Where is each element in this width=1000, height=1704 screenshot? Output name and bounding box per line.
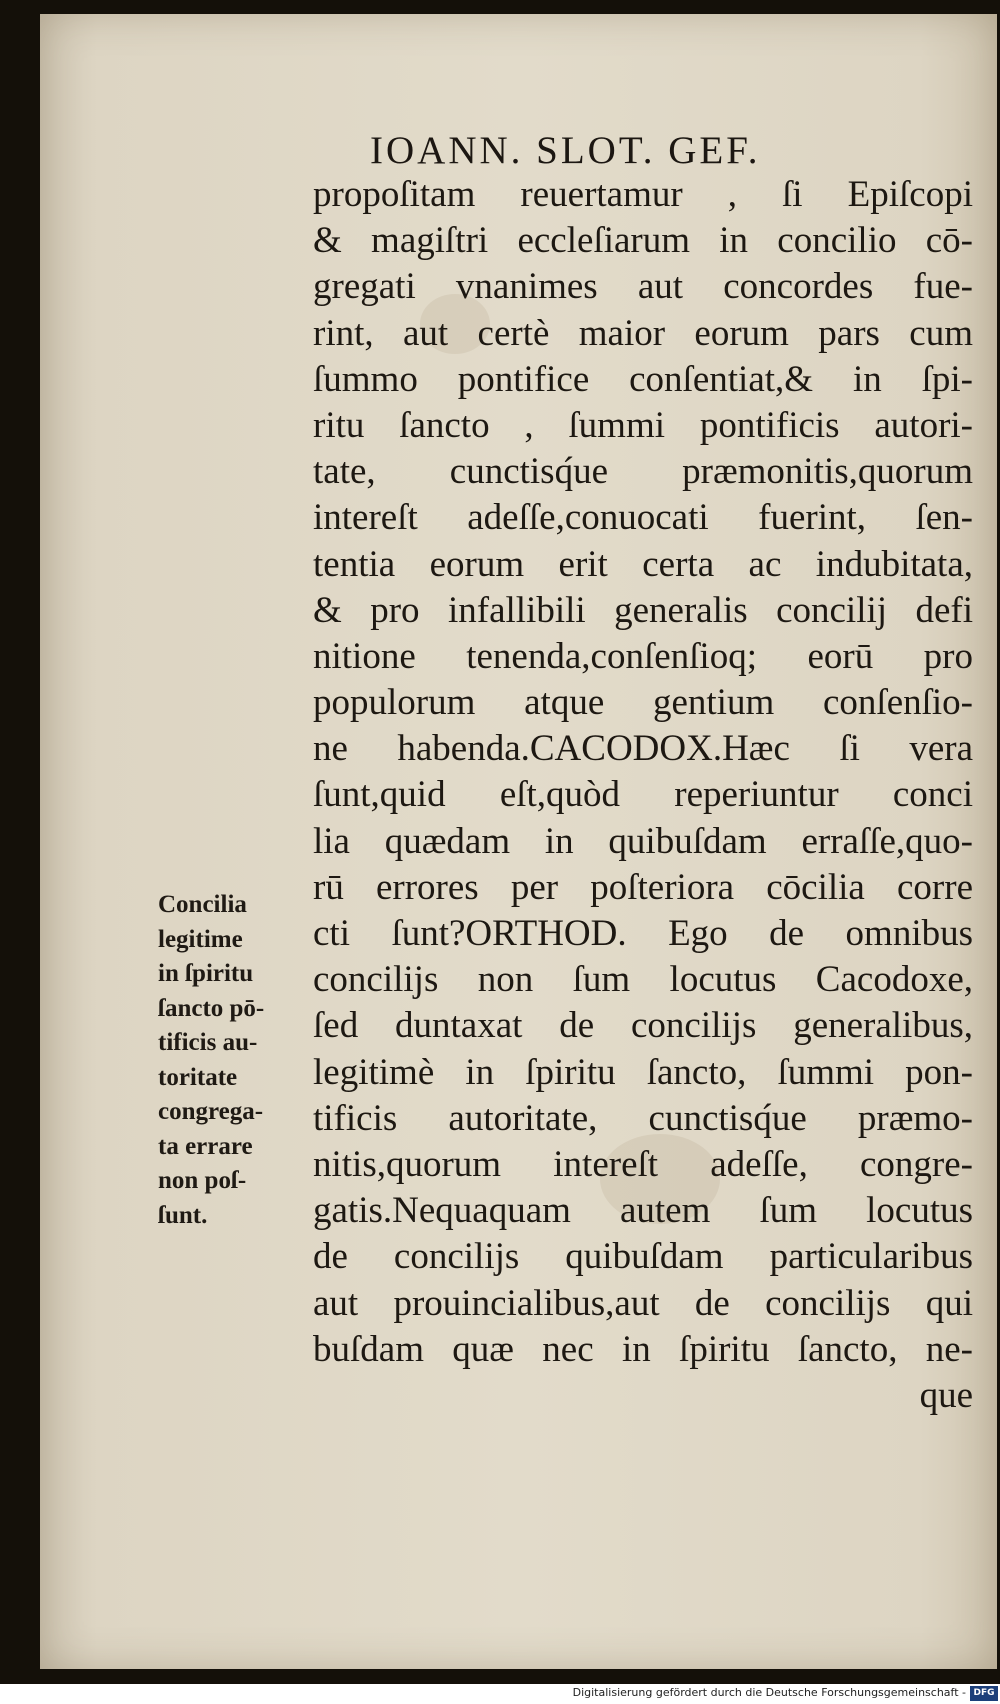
marginal-note (158, 888, 318, 1233)
running-head: IOANN. SLOT. GEF. (370, 129, 761, 172)
text-line: rint, aut certè maior eorum pars cum (313, 312, 973, 354)
text-line: gregati vnanimes aut concordes fue- (313, 266, 973, 308)
marginal-note-line: legitime (158, 925, 243, 953)
text-line: & magiſtri eccleſiarum in concilio cō- (313, 220, 973, 262)
text-line: ſunt,quid eſt,quòd reperiuntur conci (313, 774, 973, 816)
text-line: de concilijs quibuſdam particularibus (313, 1236, 973, 1278)
text-line: gatis.Nequaquam autem ſum locutus (313, 1190, 973, 1232)
text-line: propoſitam reuertamur , ſi Epiſcopi (313, 174, 973, 215)
text-line: intereſt adeſſe,conuocati fuerint, ſen- (313, 497, 973, 539)
footer-bar (0, 1684, 1000, 1704)
dfg-logo: DFG (970, 1686, 998, 1701)
text-line: cti ſunt?ORTHOD. Ego de omnibus (313, 913, 973, 954)
text-line: tate, cunctisq́ue præmonitis,quorum (313, 451, 973, 493)
marginal-note-line: ta errare (158, 1132, 253, 1160)
text-line: ſummo pontifice conſentiat,& in ſpi- (313, 358, 973, 400)
text-line: ritu ſancto , ſummi pontificis autori- (313, 404, 973, 446)
text-line: ne habenda.CACODOX.Hæc ſi vera (313, 728, 973, 770)
text-line: lia quædam in quibuſdam erraſſe,quo- (313, 820, 973, 862)
footer-credit: Digitalisierung gefördert durch die Deutsche Forschungsgemeinschaft - (572, 1686, 966, 1699)
marginal-note-line: ſancto pō- (158, 994, 265, 1022)
main-text-block (313, 172, 973, 1419)
text-line: buſdam quæ nec in ſpiritu ſancto, ne- (313, 1328, 973, 1370)
marginal-note-line: toritate (158, 1063, 238, 1091)
text-line: nitione tenenda,conſenſioq; eorū pro (313, 635, 973, 677)
text-line: aut prouincialibus,aut de concilijs qui (313, 1282, 973, 1324)
marginal-note-line: ſunt. (158, 1201, 208, 1229)
text-line: concilijs non ſum locutus Cacodoxe, (313, 959, 973, 1001)
text-line: rū errores per poſteriora cōcilia corre (313, 866, 973, 908)
text-line: que (919, 1374, 973, 1416)
text-line: tentia eorum erit certa ac indubitata, (313, 543, 973, 585)
text-line: tificis autoritate, cunctisq́ue præmo- (313, 1097, 973, 1139)
text-line: populorum atque gentium conſenſio- (313, 682, 973, 724)
marginal-note-line: non poſ- (158, 1167, 247, 1194)
text-line: & pro infallibili generalis concilij defi (313, 589, 973, 631)
text-line: legitimè in ſpiritu ſancto, ſummi pon- (313, 1051, 973, 1093)
text-line: ſed duntaxat de concilijs generalibus, (313, 1005, 973, 1047)
marginal-note-line: tificis au- (158, 1029, 258, 1056)
text-line: nitis,quorum intereſt adeſſe, congre- (313, 1143, 973, 1185)
marginal-note-line: Concilia (158, 891, 247, 918)
marginal-note-line: congrega- (158, 1098, 264, 1125)
marginal-note-line: in ſpiritu (158, 960, 254, 987)
